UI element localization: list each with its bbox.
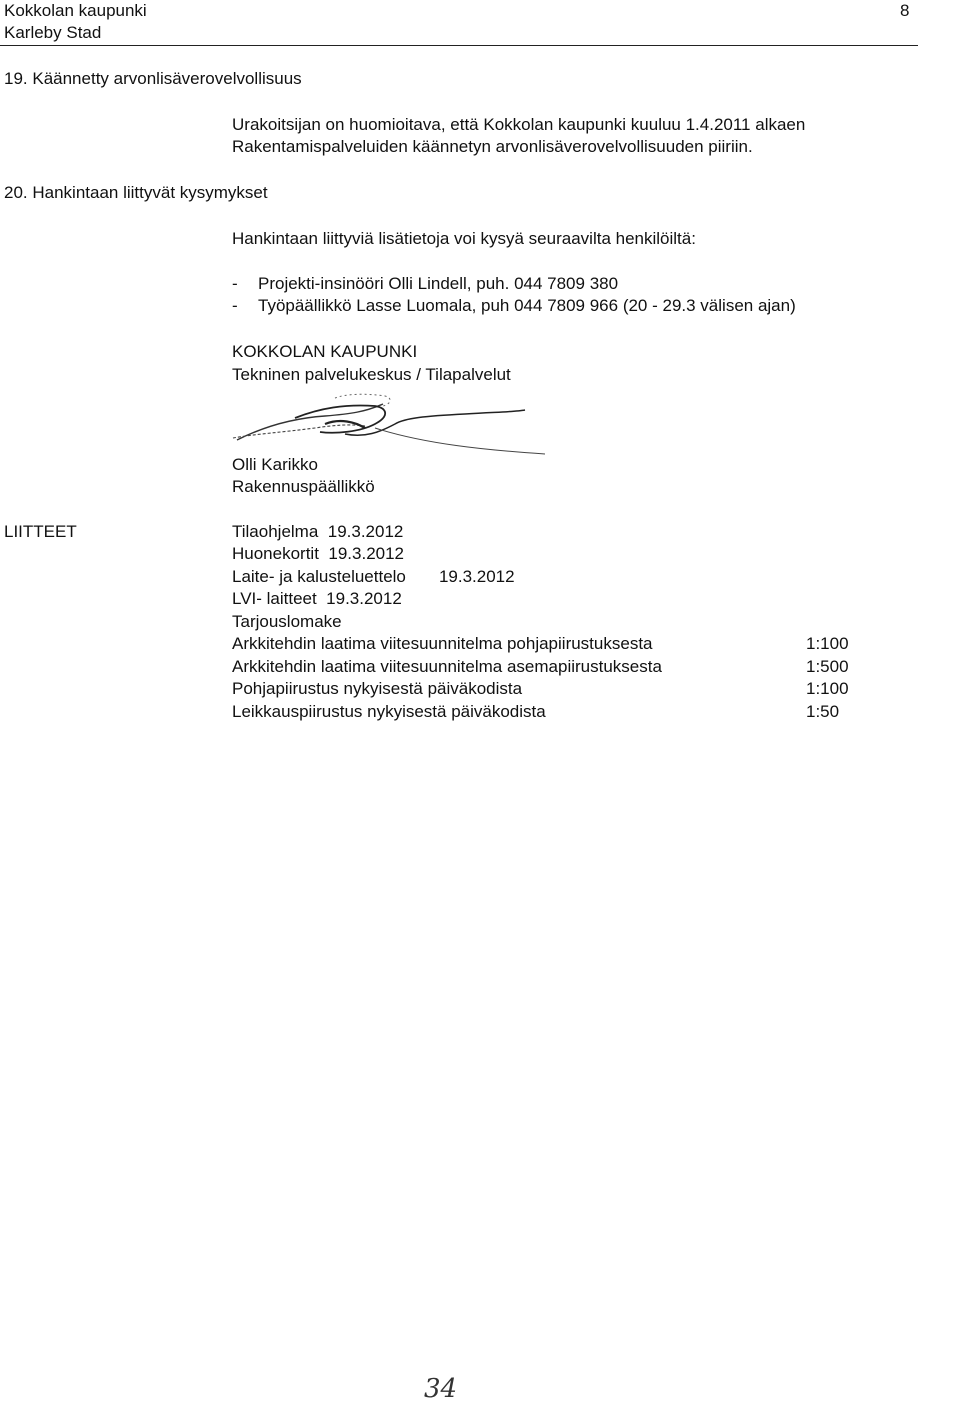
- header-rule: [0, 45, 918, 46]
- attachment-scale: 1:50: [806, 702, 840, 721]
- section-19-heading: 19. Käännetty arvonlisäverovelvollisuus: [4, 69, 302, 88]
- attachment-scale: 1:100: [806, 679, 849, 698]
- section-19-body-line-2: Rakentamispalveluiden käännetyn arvonlisäverovelvollisuuden piiriin.: [232, 137, 753, 156]
- signatory-title: Rakennuspäällikkö: [232, 477, 375, 496]
- contact-item: [232, 273, 618, 295]
- attachment-title: Arkkitehdin laatima viitesuunnitelma asemapiirustuksesta: [232, 657, 662, 676]
- attachment-title: Tilaohjelma 19.3.2012: [232, 522, 404, 541]
- section-19-body-line-1: Urakoitsijan on huomioitava, että Kokkolan kaupunki kuuluu 1.4.2011 alkaen: [232, 115, 806, 134]
- attachment-item: [232, 543, 872, 565]
- org-name-swedish: Karleby Stad: [4, 23, 102, 42]
- attachments-label: LIITTEET: [4, 522, 77, 541]
- attachment-title: LVI- laitteet 19.3.2012: [232, 589, 402, 608]
- attachment-title: Huonekortit 19.3.2012: [232, 544, 405, 563]
- signature-org: KOKKOLAN KAUPUNKI: [232, 342, 418, 361]
- attachment-item: [232, 521, 872, 543]
- section-20-heading: 20. Hankintaan liittyvät kysymykset: [4, 183, 268, 202]
- list-dash: -: [232, 274, 238, 293]
- attachment-item: [232, 678, 872, 700]
- signature-dept: Tekninen palvelukeskus / Tilapalvelut: [232, 365, 511, 384]
- contact-item: [232, 295, 796, 317]
- attachment-item: [232, 588, 872, 610]
- attachment-item: [232, 566, 872, 588]
- page-number: 8: [900, 1, 910, 20]
- attachment-item: [232, 656, 872, 678]
- attachment-item: [232, 633, 872, 655]
- handwritten-page-number: 34: [424, 1374, 458, 1404]
- org-name-finnish: Kokkolan kaupunki: [4, 1, 147, 20]
- attachment-scale: 1:500: [806, 657, 849, 676]
- attachment-title: Laite- ja kalusteluettelo 19.3.2012: [232, 567, 515, 586]
- attachment-title: Pohjapiirustus nykyisestä päiväkodista: [232, 679, 523, 698]
- signatory-name: Olli Karikko: [232, 455, 318, 474]
- contact-text: Projekti-insinööri Olli Lindell, puh. 044 7809 380: [258, 274, 619, 293]
- attachment-title: Arkkitehdin laatima viitesuunnitelma pohjapiirustuksesta: [232, 634, 653, 653]
- attachment-title: Tarjouslomake: [232, 612, 342, 631]
- attachment-scale: 1:100: [806, 634, 849, 653]
- attachment-item: [232, 611, 872, 633]
- contact-text: Työpäällikkö Lasse Luomala, puh 044 7809 966 (20 - 29.3 välisen ajan): [258, 296, 796, 315]
- attachment-title: Leikkauspiirustus nykyisestä päiväkodista: [232, 702, 546, 721]
- list-dash: -: [232, 296, 238, 315]
- handwritten-signature: [225, 388, 555, 460]
- attachment-item: [232, 701, 872, 723]
- section-20-intro: Hankintaan liittyviä lisätietoja voi kysyä seuraavilta henkilöiltä:: [232, 229, 696, 248]
